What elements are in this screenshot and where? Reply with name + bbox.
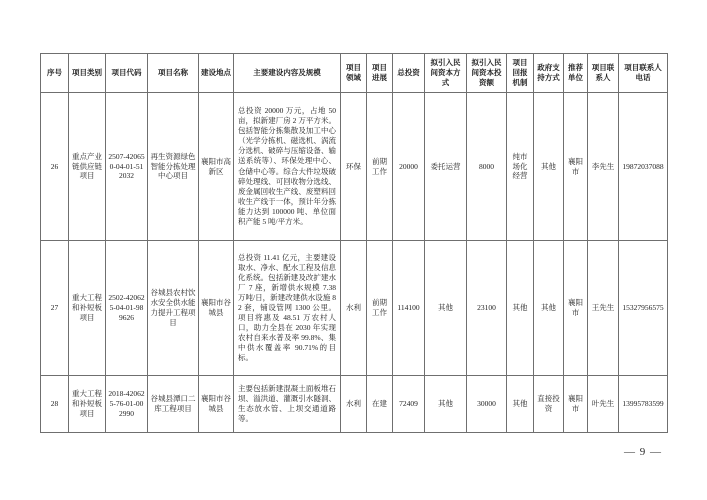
cell-recommend-unit: 襄阳市 [564,93,588,241]
col-header-contact-phone: 项目联系人电话 [619,54,668,93]
cell-total-investment: 114100 [393,241,425,376]
cell-category: 重大工程和补短板项目 [69,241,106,376]
cell-contact: 李先生 [588,93,619,241]
col-header-total-investment: 总投资 [393,54,425,93]
cell-contact-phone: 19872037088 [619,93,668,241]
cell-project-name: 谷城县潭口二库工程项目 [148,376,199,433]
cell-field: 环保 [341,93,367,241]
col-header-capital-amount: 拟引入民间资本投资额 [467,54,507,93]
cell-capital-amount: 30000 [467,376,507,433]
cell-capital-method: 其他 [425,376,467,433]
cell-code: 2507-420650-04-01-512032 [106,93,148,241]
col-header-progress: 项目进展 [367,54,393,93]
col-header-code: 项目代码 [106,54,148,93]
table-row [41,93,668,241]
col-header-content-scale: 主要建设内容及规模 [234,54,341,93]
col-header-serial: 序号 [41,54,69,93]
cell-gov-support: 其他 [534,241,564,376]
cell-serial: 27 [41,241,69,376]
col-header-return-mechanism: 项目回报机制 [507,54,534,93]
cell-project-name: 再生资源绿色智能分拣处理中心项目 [148,93,199,241]
col-header-project-name: 项目名称 [148,54,199,93]
cell-return-mechanism: 其他 [507,241,534,376]
cell-content-scale: 总投资 11.41 亿元，主要建设取水、净水、配水工程及信息化系统。包括新建及改扩建水厂 7 座，新增供水规模 7.38 万吨/日，新建改建供水设施 82 套，铺设管网 1300 公里。项目将惠及 48.51 万农村人口，助力全县在 2030 年实现农村自来水普及率 99.8%、集中供水覆盖率 90.71%的目标。 [234,241,341,376]
header-row [41,54,668,93]
cell-gov-support: 直接投资 [534,376,564,433]
cell-location: 襄阳市谷城县 [199,241,234,376]
cell-content-scale: 主要包括新建混凝土面板堆石坝、溢洪道、灌溉引水隧洞、生态放水管、上坝交通道路等。 [234,376,341,433]
cell-return-mechanism: 其他 [507,376,534,433]
cell-progress: 前期工作 [367,93,393,241]
col-header-field: 项目领域 [341,54,367,93]
cell-contact-phone: 15327956575 [619,241,668,376]
cell-content-scale: 总投资 20000 万元，占地 50 亩，拟新建厂房 2 万平方米。包括智能分拣集散及加工中心（光学分拣机、磁选机、涡流分选机、破碎与压缩设备、输送系统等）、环保处理中心、仓储中心等。综合大件垃圾破碎处理线、可回收物分选线、废金属回收生产线、废塑料回收生产线于一体，预计年分拣能力达到 100000 吨、单位面积产能 5 吨/平方米。 [234,93,341,241]
cell-total-investment: 72409 [393,376,425,433]
cell-serial: 26 [41,93,69,241]
cell-progress: 在建 [367,376,393,433]
cell-contact: 王先生 [588,241,619,376]
col-header-location: 建设地点 [199,54,234,93]
cell-location: 襄阳市谷城县 [199,376,234,433]
cell-total-investment: 20000 [393,93,425,241]
cell-serial: 28 [41,376,69,433]
cell-field: 水利 [341,376,367,433]
cell-recommend-unit: 襄阳市 [564,376,588,433]
col-header-recommend-unit: 推荐单位 [564,54,588,93]
cell-contact-phone: 13995783599 [619,376,668,433]
cell-capital-amount: 23100 [467,241,507,376]
cell-progress: 前期工作 [367,241,393,376]
col-header-gov-support: 政府支持方式 [534,54,564,93]
page-number: — 9 — [624,446,662,458]
col-header-capital-method: 拟引入民间资本方式 [425,54,467,93]
cell-code: 2502-420625-04-01-989626 [106,241,148,376]
cell-capital-method: 委托运营 [425,93,467,241]
cell-project-name: 谷城县农村饮水安全供水能力提升工程项目 [148,241,199,376]
cell-contact: 叶先生 [588,376,619,433]
col-header-contact: 项目联系人 [588,54,619,93]
project-table [40,53,668,433]
cell-capital-method: 其他 [425,241,467,376]
col-header-category: 项目类别 [69,54,106,93]
cell-gov-support: 其他 [534,93,564,241]
cell-recommend-unit: 襄阳市 [564,241,588,376]
cell-location: 襄阳市高新区 [199,93,234,241]
table-row [41,376,668,433]
table-row [41,241,668,376]
cell-category: 重大工程和补短板项目 [69,376,106,433]
cell-field: 水利 [341,241,367,376]
cell-code: 2018-420625-76-01-002990 [106,376,148,433]
cell-category: 重点产业链供应链项目 [69,93,106,241]
cell-return-mechanism: 纯市场化经营 [507,93,534,241]
cell-capital-amount: 8000 [467,93,507,241]
